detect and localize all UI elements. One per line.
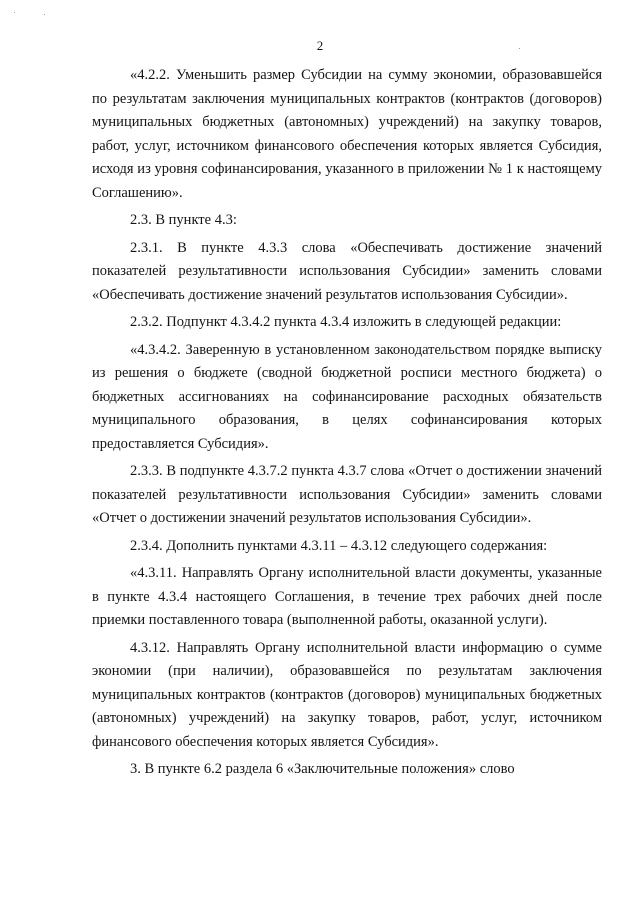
paragraph-4-3-12: 4.3.12. Направлять Органу исполнительной власти информацию о сумме экономии (при наличии), образовавшейся по результатам заключения муниципальных контрактов (контрактов (договоров) муниципальных бюджетных (автономных) учреждений) на закупку товаров, работ, услуг, источником финансового обеспечения которых является Субсидия». <box>92 639 602 750</box>
paragraph-2-3: 2.3. В пункте 4.3: <box>130 212 237 228</box>
page-number: 2 <box>316 38 324 53</box>
scan-speck <box>14 12 15 13</box>
document-body <box>92 64 602 782</box>
paragraph-3: 3. В пункте 6.2 раздела 6 «Заключительные положения» слово <box>130 761 515 777</box>
paragraph-2-3-4: 2.3.4. Дополнить пунктами 4.3.11 – 4.3.12 следующего содержания: <box>130 537 548 554</box>
paragraph-4-3-4-2: «4.3.4.2. Заверенную в установленном законодательством порядке выписку из решения о бюджете (сводной бюджетной росписи местного бюджета) о бюджетных ассигнованиях на софинансирование расходных обязательств муниципального образования, в целях софинансирования которых предоставляется Субсидия». <box>92 341 602 452</box>
paragraph-4-2-2: «4.2.2. Уменьшить размер Субсидии на сумму экономии, образовавшейся по результатам заключения муниципальных контрактов (контрактов (договоров) муниципальных бюджетных (автономных) учреждений) на закупку товаров, работ, услуг, источником финансового обеспечения которых является Субсидия, исходя из уровня софинансирования, указанного в приложении № 1 к настоящему Соглашению». <box>92 67 602 201</box>
paragraph-4-3-11: «4.3.11. Направлять Органу исполнительной власти документы, указанные в пункте 4.3.4 настоящего Соглашения, в течение трех рабочих дней после приемки поставленного товара (выполненной работы, оказанной услуги). <box>92 565 602 628</box>
paragraph-2-3-3: 2.3.3. В подпункте 4.3.7.2 пункта 4.3.7 слова «Отчет о достижении значений показателей результативности использования Субсидии» заменить словами «Отчет о достижении значений результатов использования Субсидии». <box>92 463 602 526</box>
paragraph-2-3-1: 2.3.1. В пункте 4.3.3 слова «Обеспечивать достижение значений показателей результативности использования Субсидии» заменить словами «Обеспечивать достижение значений результатов использования Субсидии». <box>92 239 602 303</box>
paragraph-2-3-2: 2.3.2. Подпункт 4.3.4.2 пункта 4.3.4 изложить в следующей редакции: <box>130 314 562 330</box>
scan-speck <box>44 14 45 15</box>
